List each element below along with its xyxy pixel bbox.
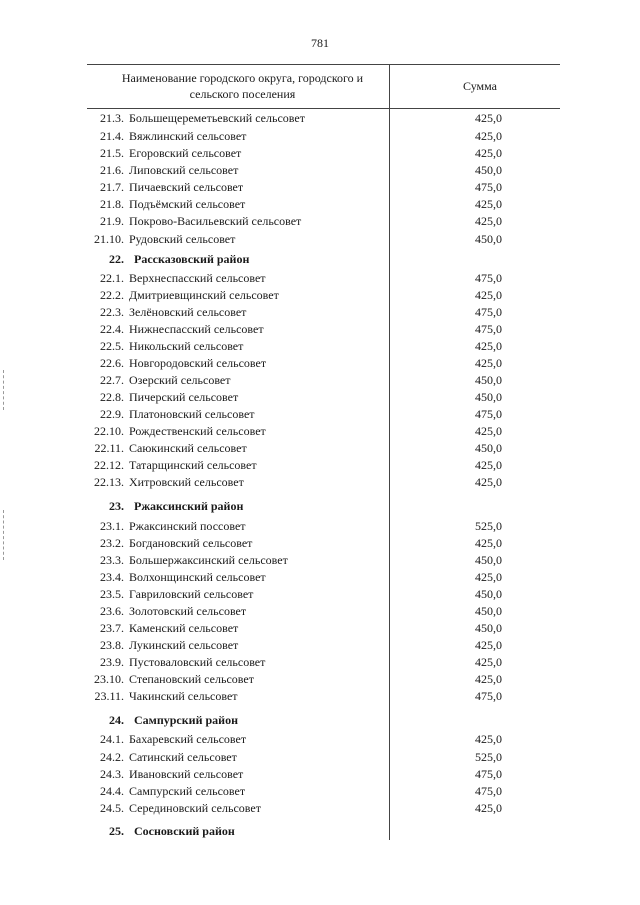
table-row: [0, 766, 640, 783]
district-name: Сосновский район: [134, 824, 235, 838]
district-header-row: [0, 823, 640, 840]
row-number: 23.2.: [100, 536, 124, 550]
sum-value: 425,0: [475, 288, 502, 302]
sum-value: 475,0: [475, 180, 502, 194]
row-number: 23.8.: [100, 638, 124, 652]
table-row: [0, 569, 640, 586]
table-row: [0, 457, 640, 474]
column-header-name: [100, 70, 385, 102]
sum-value: 425,0: [475, 129, 502, 143]
sum-value: 425,0: [475, 672, 502, 686]
sum-value: 525,0: [475, 750, 502, 764]
row-number: 21.8.: [100, 197, 124, 211]
settlement-name: Чакинский сельсовет: [129, 689, 238, 703]
table-row: [0, 654, 640, 671]
settlement-name: Озерский сельсовет: [129, 373, 231, 387]
settlement-name: Бахаревский сельсовет: [129, 732, 247, 746]
sum-value: 450,0: [475, 621, 502, 635]
settlement-name: Ржаксинский поссовет: [129, 519, 246, 533]
district-header-row: [0, 251, 640, 268]
sum-value: 475,0: [475, 407, 502, 421]
settlement-name: Верхнеспасский сельсовет: [129, 271, 266, 285]
table-row: [0, 688, 640, 705]
row-number: 21.6.: [100, 163, 124, 177]
row-number: 24.: [109, 713, 124, 727]
district-header-row: [0, 498, 640, 515]
row-number: 22.8.: [100, 390, 124, 404]
settlement-name: Сатинский сельсовет: [129, 750, 237, 764]
table-row: [0, 800, 640, 817]
row-number: 24.3.: [100, 767, 124, 781]
row-number: 23.11.: [94, 689, 124, 703]
row-number: 21.10.: [94, 232, 124, 246]
table-row: [0, 406, 640, 423]
sum-value: 425,0: [475, 197, 502, 211]
table-row: [0, 162, 640, 179]
table-row: [0, 749, 640, 766]
settlement-name: Пустоваловский сельсовет: [129, 655, 266, 669]
table-row: [0, 179, 640, 196]
table-row: [0, 338, 640, 355]
table-row: [0, 231, 640, 248]
settlement-name: Волхонщинский сельсовет: [129, 570, 266, 584]
settlement-name: Липовский сельсовет: [129, 163, 239, 177]
settlement-name: Егоровский сельсовет: [129, 146, 242, 160]
table-row: [0, 535, 640, 552]
settlement-name: Вяжлинский сельсовет: [129, 129, 247, 143]
sum-value: 525,0: [475, 519, 502, 533]
settlement-name: Рудовский сельсовет: [129, 232, 236, 246]
settlement-name: Никольский сельсовет: [129, 339, 244, 353]
table-row: [0, 128, 640, 145]
row-number: 22.9.: [100, 407, 124, 421]
row-number: 24.2.: [100, 750, 124, 764]
row-number: 22.13.: [94, 475, 124, 489]
sum-value: 425,0: [475, 146, 502, 160]
row-number: 25.: [109, 824, 124, 838]
table-row: [0, 474, 640, 491]
sum-value: 475,0: [475, 689, 502, 703]
sum-value: 425,0: [475, 536, 502, 550]
table-row: [0, 423, 640, 440]
settlement-name: Пичаевский сельсовет: [129, 180, 244, 194]
column-header-sum: Сумма: [463, 79, 497, 93]
row-number: 23.3.: [100, 553, 124, 567]
sum-value: 450,0: [475, 390, 502, 404]
sum-value: 425,0: [475, 732, 502, 746]
sum-value: 450,0: [475, 441, 502, 455]
settlement-name: Серединовский сельсовет: [129, 801, 261, 815]
row-number: 23.7.: [100, 621, 124, 635]
row-number: 21.9.: [100, 214, 124, 228]
table-row: [0, 731, 640, 748]
settlement-name: Саюкинский сельсовет: [129, 441, 247, 455]
table-row: [0, 518, 640, 535]
table-row: [0, 372, 640, 389]
sum-value: 475,0: [475, 784, 502, 798]
row-number: 21.4.: [100, 129, 124, 143]
table-row: [0, 110, 640, 127]
sum-value: 425,0: [475, 801, 502, 815]
row-number: 23.1.: [100, 519, 124, 533]
table-row: [0, 196, 640, 213]
table-row: [0, 304, 640, 321]
table-row: [0, 145, 640, 162]
table-row: [0, 287, 640, 304]
settlement-name: Большещереметьевский сельсовет: [129, 111, 305, 125]
sum-value: 475,0: [475, 305, 502, 319]
row-number: 24.1.: [100, 732, 124, 746]
sum-value: 425,0: [475, 458, 502, 472]
row-number: 23.: [109, 499, 124, 513]
row-number: 22.1.: [100, 271, 124, 285]
sum-value: 475,0: [475, 767, 502, 781]
sum-value: 425,0: [475, 570, 502, 584]
table-row: [0, 620, 640, 637]
district-name: Ржаксинский район: [134, 499, 244, 513]
table-row: [0, 355, 640, 372]
row-number: 23.10.: [94, 672, 124, 686]
sum-value: 425,0: [475, 655, 502, 669]
sum-value: 425,0: [475, 638, 502, 652]
row-number: 22.12.: [94, 458, 124, 472]
row-number: 23.4.: [100, 570, 124, 584]
sum-value: 475,0: [475, 322, 502, 336]
sum-value: 450,0: [475, 604, 502, 618]
table-row: [0, 637, 640, 654]
table-row: [0, 783, 640, 800]
settlement-name: Платоновский сельсовет: [129, 407, 255, 421]
sum-value: 450,0: [475, 232, 502, 246]
settlement-name: Дмитриевщинский сельсовет: [129, 288, 279, 302]
row-number: 21.5.: [100, 146, 124, 160]
row-number: 21.3.: [100, 111, 124, 125]
settlement-name: Большержаксинский сельсовет: [129, 553, 288, 567]
settlement-name: Нижнеспасский сельсовет: [129, 322, 264, 336]
row-number: 22.4.: [100, 322, 124, 336]
table-row: [0, 671, 640, 688]
sum-value: 450,0: [475, 373, 502, 387]
settlement-name: Сампурский сельсовет: [129, 784, 246, 798]
settlement-name: Зелёновский сельсовет: [129, 305, 247, 319]
row-number: 22.3.: [100, 305, 124, 319]
sum-value: 450,0: [475, 163, 502, 177]
settlement-name: Лукинский сельсовет: [129, 638, 239, 652]
settlement-name: Ивановский сельсовет: [129, 767, 244, 781]
table-row: [0, 586, 640, 603]
row-number: 23.9.: [100, 655, 124, 669]
settlement-name: Гавриловский сельсовет: [129, 587, 254, 601]
row-number: 22.: [109, 252, 124, 266]
settlement-name: Хитровский сельсовет: [129, 475, 244, 489]
row-number: 22.5.: [100, 339, 124, 353]
sum-value: 425,0: [475, 475, 502, 489]
row-number: 23.5.: [100, 587, 124, 601]
column-header-name-line1: Наименование городского округа, городского и: [121, 71, 364, 85]
table-row: [0, 213, 640, 230]
settlement-name: Богдановский сельсовет: [129, 536, 253, 550]
settlement-name: Пичерский сельсовет: [129, 390, 239, 404]
district-name: Рассказовский район: [134, 252, 250, 266]
settlement-name: Золотовский сельсовет: [129, 604, 247, 618]
row-number: 23.6.: [100, 604, 124, 618]
table-row: [0, 552, 640, 569]
sum-value: 475,0: [475, 271, 502, 285]
sum-value: 450,0: [475, 587, 502, 601]
row-number: 22.11.: [94, 441, 124, 455]
table-top-border: [87, 64, 560, 65]
settlement-name: Каменский сельсовет: [129, 621, 239, 635]
table-row: [0, 440, 640, 457]
table-row: [0, 603, 640, 620]
sum-value: 425,0: [475, 424, 502, 438]
row-number: 22.7.: [100, 373, 124, 387]
sum-value: 450,0: [475, 553, 502, 567]
district-name: Сампурский район: [134, 713, 238, 727]
table-row: [0, 389, 640, 406]
row-number: 24.4.: [100, 784, 124, 798]
sum-value: 425,0: [475, 339, 502, 353]
settlement-name: Подъёмский сельсовет: [129, 197, 246, 211]
district-header-row: [0, 712, 640, 729]
row-number: 21.7.: [100, 180, 124, 194]
table-row: [0, 270, 640, 287]
header-bottom-border: [87, 108, 560, 109]
row-number: 22.10.: [94, 424, 124, 438]
settlement-name: Татарщинский сельсовет: [129, 458, 257, 472]
table-row: [0, 321, 640, 338]
settlement-name: Новгородовский сельсовет: [129, 356, 267, 370]
settlement-name: Покрово-Васильевский сельсовет: [129, 214, 302, 228]
sum-value: 425,0: [475, 111, 502, 125]
settlement-name: Рождественский сельсовет: [129, 424, 266, 438]
settlement-name: Степановский сельсовет: [129, 672, 254, 686]
page-number: 781: [311, 36, 329, 50]
row-number: 22.6.: [100, 356, 124, 370]
row-number: 22.2.: [100, 288, 124, 302]
sum-value: 425,0: [475, 356, 502, 370]
row-number: 24.5.: [100, 801, 124, 815]
sum-value: 425,0: [475, 214, 502, 228]
column-header-name-line2: сельского поселения: [189, 87, 296, 101]
